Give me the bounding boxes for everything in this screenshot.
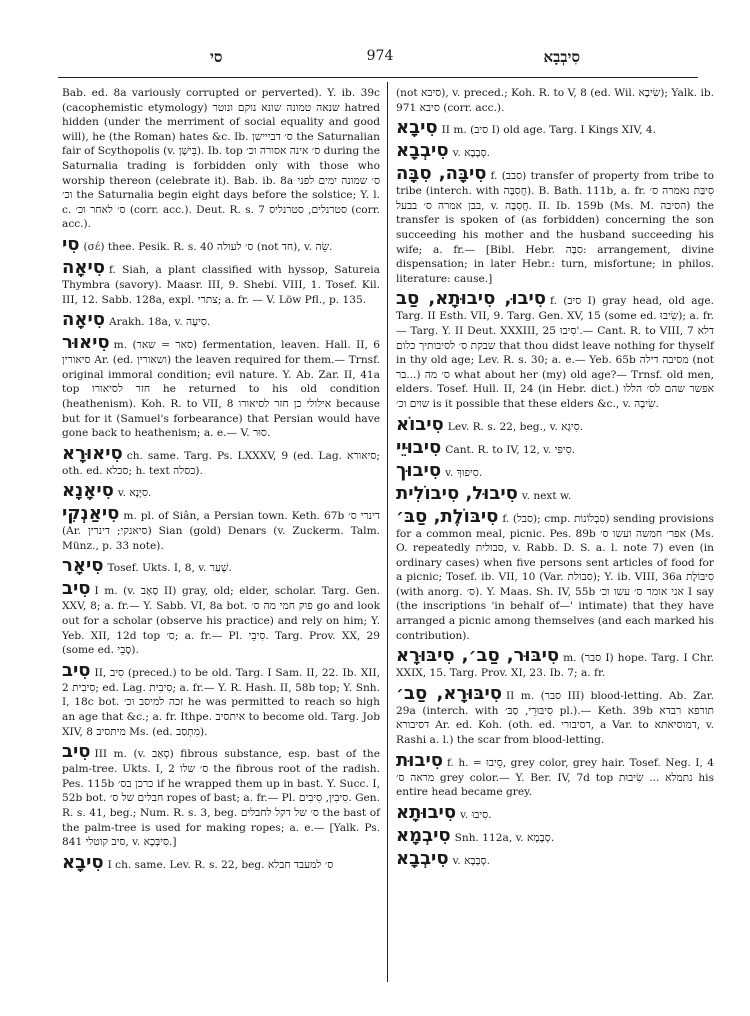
dictionary-entry: [62, 86, 380, 232]
entry-headword: סִיאָה: [62, 256, 106, 278]
dictionary-entry: [62, 310, 380, 330]
entry-definition: f. Siah, a plant classified with hyssop, Satureia Thymbra (savory). Maasr. III, 9. Shebi. VIII, 1. Tosef. Kil. III, 12. Sabb. 128a, expl. צתרי; a. fr. — V. Löw Pfl., p. 135.: [62, 263, 380, 306]
entry-headword: סִיבּוֹלֶת, סַבּ׳: [396, 505, 499, 527]
entry-headword: סִיבָא: [396, 117, 438, 139]
running-head-left: סי: [210, 48, 223, 66]
entry-headword: סִיאוּר: [62, 332, 110, 354]
entry-definition: II, סִיב (preced.) to be old. Targ. I Sam. II, 22. Ib. XII, 2 סִיבִית; ed. Lag. סִיבִית; a. fr.— Y. R. Hash. II, 58b top; Y. Snh. I, 18c bot. זכה למיסב וכ׳ he was permitted to reach so high an age that &c.; a. fr. Ithpe. איתסיב to become old. Targ. Job XIV, 8 מיתסיב Ms. (ed. מִתְסַב).: [62, 666, 381, 738]
dictionary-entry: [62, 235, 380, 255]
dictionary-entry: [396, 684, 714, 748]
dictionary-entry: [396, 849, 714, 869]
entry-headword: סִיבוּל, סִיבוֹלִית: [396, 482, 518, 504]
dictionary-entry: [62, 853, 380, 873]
running-head-right: סִיבְבָא: [543, 48, 580, 66]
entry-headword: סִיבְמָא: [396, 824, 451, 846]
entry-definition: Arakh. 18a, v. סִיעָה.: [109, 316, 211, 329]
dictionary-entry: [62, 556, 380, 576]
entry-headword: סִיאוּרָא: [62, 442, 123, 464]
entry-definition: f. h. = סֵיבוּ, grey color, grey hair. Tosef. Neg. I, 4 מראה ס׳ grey color.— Y. Ber. IV, 7d top נתמלא ... שִׂיבוּת his entire head became grey.: [396, 756, 715, 799]
dictionary-entry: [396, 86, 714, 115]
entry-definition: I ch. same. Lev. R. s. 22, beg. ס׳ למעבד חבלא: [107, 858, 334, 871]
entry-headword: סִיב: [62, 578, 91, 600]
entry-definition: f. (סבב) transfer of property from tribe to tribe (interch. with חֲסִבָּה). B. Bath. 111b, a. fr. סִיבַּת נאמרה ס׳ בבן אמרה ס׳ בבעל, v. חֲסִבָּה. II. Ib. 159b (Ms. M. הסיבה) the transfer is spoken of (as forbidden) concerning the son succeeding his mother and the husband succeeding his wife; a. fr.— [Bibl. Hebr. סִבָּה: arrangement, divine dispensation; in later Hebr.: turn, misfortune; in philos. literature: cause.]: [396, 170, 715, 285]
dictionary-entry: [62, 333, 380, 441]
dictionary-entry: [396, 484, 714, 504]
page-number: 974: [366, 48, 394, 64]
entry-definition: f. (סיב I) gray head, old age. Targ. II Esth. VII, 9. Targ. Gen. XV, 15 (some ed. שִׂיבוּ); a. fr.— Targ. Y. II Deut. XXXIII, 25 סִיבוּ'.— Cant. R. to VIII, 7 דלא שבקת ס׳ לסיבותיך כלום that thou didst leave nothing for thyself in thy old age; Lev. R. s. 30; a. e.— Yeb. 65b מסיבה דילה (not בר...) ס׳ מה what about her (my) old age?— Trnsf. old men, elders. Tosef. Hull. II, 24 (in Hebr. dict.) אפשר שהם לס׳ הללו שוים וכ׳ is it possible that these elders &c., v. שִׂיבָה.: [396, 295, 715, 410]
right-column: [396, 86, 714, 872]
entry-headword: סִיאָר: [62, 555, 104, 577]
entry-headword: סִיבָּה, סִבָּה: [396, 163, 487, 185]
entry-headword: סִיבָא: [62, 851, 104, 873]
dictionary-entry: [396, 507, 714, 644]
entry-definition: v. סְבָבָא.: [452, 854, 491, 867]
dictionary-entry: [396, 141, 714, 161]
entry-headword: סִיב: [62, 659, 91, 681]
entry-headword: סִיבּוּרָא, סַב׳: [396, 682, 502, 704]
left-column: [62, 86, 380, 876]
entry-headword: סִיבוֹא: [396, 413, 444, 435]
entry-headword: סִיבְבָא: [396, 140, 449, 162]
entry-definition: v. next w.: [521, 489, 572, 502]
entry-definition: ch. same. Targ. Ps. LXXXV, 9 (ed. Lag. סיאורא; oth. ed. סכלא; h. text כסלה).: [62, 449, 380, 477]
dictionary-entry: [62, 444, 380, 479]
entry-definition: Snh. 112a, v. סְבָמָא.: [454, 831, 555, 844]
entry-definition: v. סִיפוּךְ.: [445, 466, 483, 479]
dictionary-entry: [396, 461, 714, 481]
dictionary-entry: [62, 504, 380, 553]
entry-definition: m. pl. of Siân, a Persian town. Keth. 67b דינרי ס׳ (Ar. סיאנקי; דינרין) Sian (gold) Denars (v. Zuckerm. Talm. Münz., p. 33 note).: [62, 510, 380, 552]
dictionary-entry: [62, 742, 380, 850]
dictionary-entry: [396, 646, 714, 681]
entry-headword: סִיאַנְקִי: [62, 503, 120, 525]
entry-definition: Bab. ed. 8a variously corrupted or perverted). Y. ib. 39c (cacophemistic etymology) שנאה טמונה שונא נוקם ונוטר hatred hidden (under the merriment of social equality and good will), he (the Roman) hates &c. Ib. ס׳ דבייישן the Saturnalian fair of Scythopolis (v. בֵּישָׁן). Ib. top ס׳ אינה אסורה וכ׳ during the Saturnalia trading is forbidden only with those who worship thereon (celebrate it). Bab. ib. 8a ס׳ שמונה ימים לפני וכ׳ the Saturnalia begin eight days before the solstice; Y. l. c. ס׳ לאחר וכ׳ (corr. acc.). Deut. R. s. 7 סטרנלים, סטרנליס (corr. acc.).: [62, 87, 381, 231]
entry-definition: (not סיבא), v. preced.; Koh. R. to V, 8 (ed. Wil. שִׂיבָא); Yalk. ib. 971 סיבא (corr. acc.).: [396, 87, 714, 114]
entry-definition: f. (סבל); cmp. סִבְלוֹנוֹת) sending provisions for a common meal, picnic. Pes. 89b אפר׳ חמשה ועשו ס׳ (Ms. O. repeatedly סבולית, v. Rabb. D. S. a. l. note 7) even (in ordinary cases) when five persons sent articles of food for a picnic; Tosef. ib. VII, 10 (Var. סבולת); Y. ib. VIII, 36a סִיבּוֹלֶת (with anorg. ס׳). Y. Maas. Sh. IV, 55b אני אומר ס׳ עשו וכ׳ I say (the inscriptions 'in behalf of—' intimate) that they have arranged a picnic among themselves (and each marked his contribution).: [396, 512, 714, 642]
entry-headword: סִיבוּתָא: [396, 801, 457, 823]
column-divider: [387, 82, 388, 982]
entry-definition: m. (סבר I) hope. Targ. I Chr. XXIX, 15. Targ. Prov. XI, 23. Ib. 7; a. fr.: [396, 652, 714, 680]
dictionary-entry: [396, 438, 714, 458]
entry-headword: סִיב: [62, 741, 91, 763]
entry-definition: II m. (סבר III) blood-letting. Ab. Zar. 29a (interch. with סִיבּוּרֵי, סַבּ׳ pl.).— Keth. 39b תורפא רבדא דסיבורא Ar. ed. Koh. (oth. ed. דסיבורי, a Var. to דמוסיאתא, v. Rashi a. l.) the scar from blood-letting.: [396, 689, 715, 747]
header-rule: [58, 77, 698, 78]
entry-definition: II m. (סיב I) old age. Targ. I Kings XIV, 4.: [441, 124, 657, 137]
entry-definition: (σέ) thee. Pesik. R. s. 40 ס׳ לעולה (not חד), v. שֵׂה.: [83, 240, 333, 253]
dictionary-entry: [396, 751, 714, 800]
entry-headword: סִיבוּיֵי: [396, 436, 442, 458]
entry-definition: v. סִיבוּ.: [460, 808, 492, 821]
entry-definition: v. סִיָּנָא.: [117, 487, 152, 500]
dictionary-entry: [396, 826, 714, 846]
entry-headword: סִיאָה: [62, 309, 106, 331]
entry-headword: סִיבוּת: [396, 749, 443, 771]
entry-headword: סִיאָנָא: [62, 480, 114, 502]
dictionary-entry: [62, 481, 380, 501]
dictionary-entry: [396, 803, 714, 823]
entry-definition: Lev. R. s. 22, beg., v. סִיגָא.: [447, 420, 584, 433]
dictionary-entry: [62, 258, 380, 307]
entry-definition: I m. (v. סָאַב II) gray, old; elder, scholar. Targ. Gen. XXV, 8; a. fr.— Y. Sabb. VI, 8a bot. פוק חמי מה ס׳ go and look out for a scholar (observe his practice) and rely on him; Y. Yeb. XII, 12d top ס׳; a. fr.— Pl. סִיבֵי. Targ. Prov. XX, 29 (some ed. סָבֵי).: [62, 585, 380, 657]
dictionary-entry: [62, 661, 380, 739]
entry-definition: III m. (v. סְאַב) fibrous substance, esp. bast of the palm-tree. Ukts. I, 2 ס׳ שלו the fibrous root of the radish. Pes. 115b כרכן בס׳ if he wrapped them up in bast. Y. Succ. I, 52b bot. חבלים של ס׳ ropes of bast; a. fr.— Pl. סִיבִין, סִיבִים. Gen. R. s. 41, beg.; Num. R. s. 3, beg. ס׳ של דקל לחבלים the bast of the palm-tree is used for making ropes; a. e.— [Yalk. Ps. 841 סיב קוטלי, v. סִיבְּכָא.]: [62, 748, 381, 849]
entry-headword: סִי: [62, 233, 80, 255]
entry-definition: v. סְבָבָא.: [452, 147, 491, 160]
dictionary-entry: [396, 415, 714, 435]
dictionary-entry: [62, 579, 380, 657]
dictionary-entry: [396, 289, 714, 411]
entry-definition: Cant. R. to IV, 12, v. סִיפִּי.: [445, 443, 576, 456]
entry-headword: סִיבוּ, סִיבוּתָא, סַב: [396, 288, 547, 310]
entry-definition: m. (סאר = שאר) fermentation, leaven. Hall. II, 6 סיאורין Ar. (ed. ושאורין) the leaven required for them.— Trnsf. original immoral condition; evil nature. Y. Ab. Zar. II, 41a top חזר לסיאורו he returned to his old condition (heathenism). Koh. R. to VII, 8 אילולי כן חזר לסיאורו because but for it (Samuel's forbearance) that Persian would have gone back to heathenism; a. e.— V. סוּר.: [62, 339, 381, 440]
entry-headword: סִיבוּך: [396, 459, 442, 481]
dictionary-entry: [396, 164, 714, 286]
entry-definition: Tosef. Ukts. I, 8, v. שְׁעַר.: [107, 562, 232, 575]
entry-headword: סִיבּוּר, סַב׳, סִיבּוּרָא: [396, 645, 560, 667]
dictionary-entry: [396, 118, 714, 138]
entry-headword: סִיבְבָא: [396, 847, 449, 869]
